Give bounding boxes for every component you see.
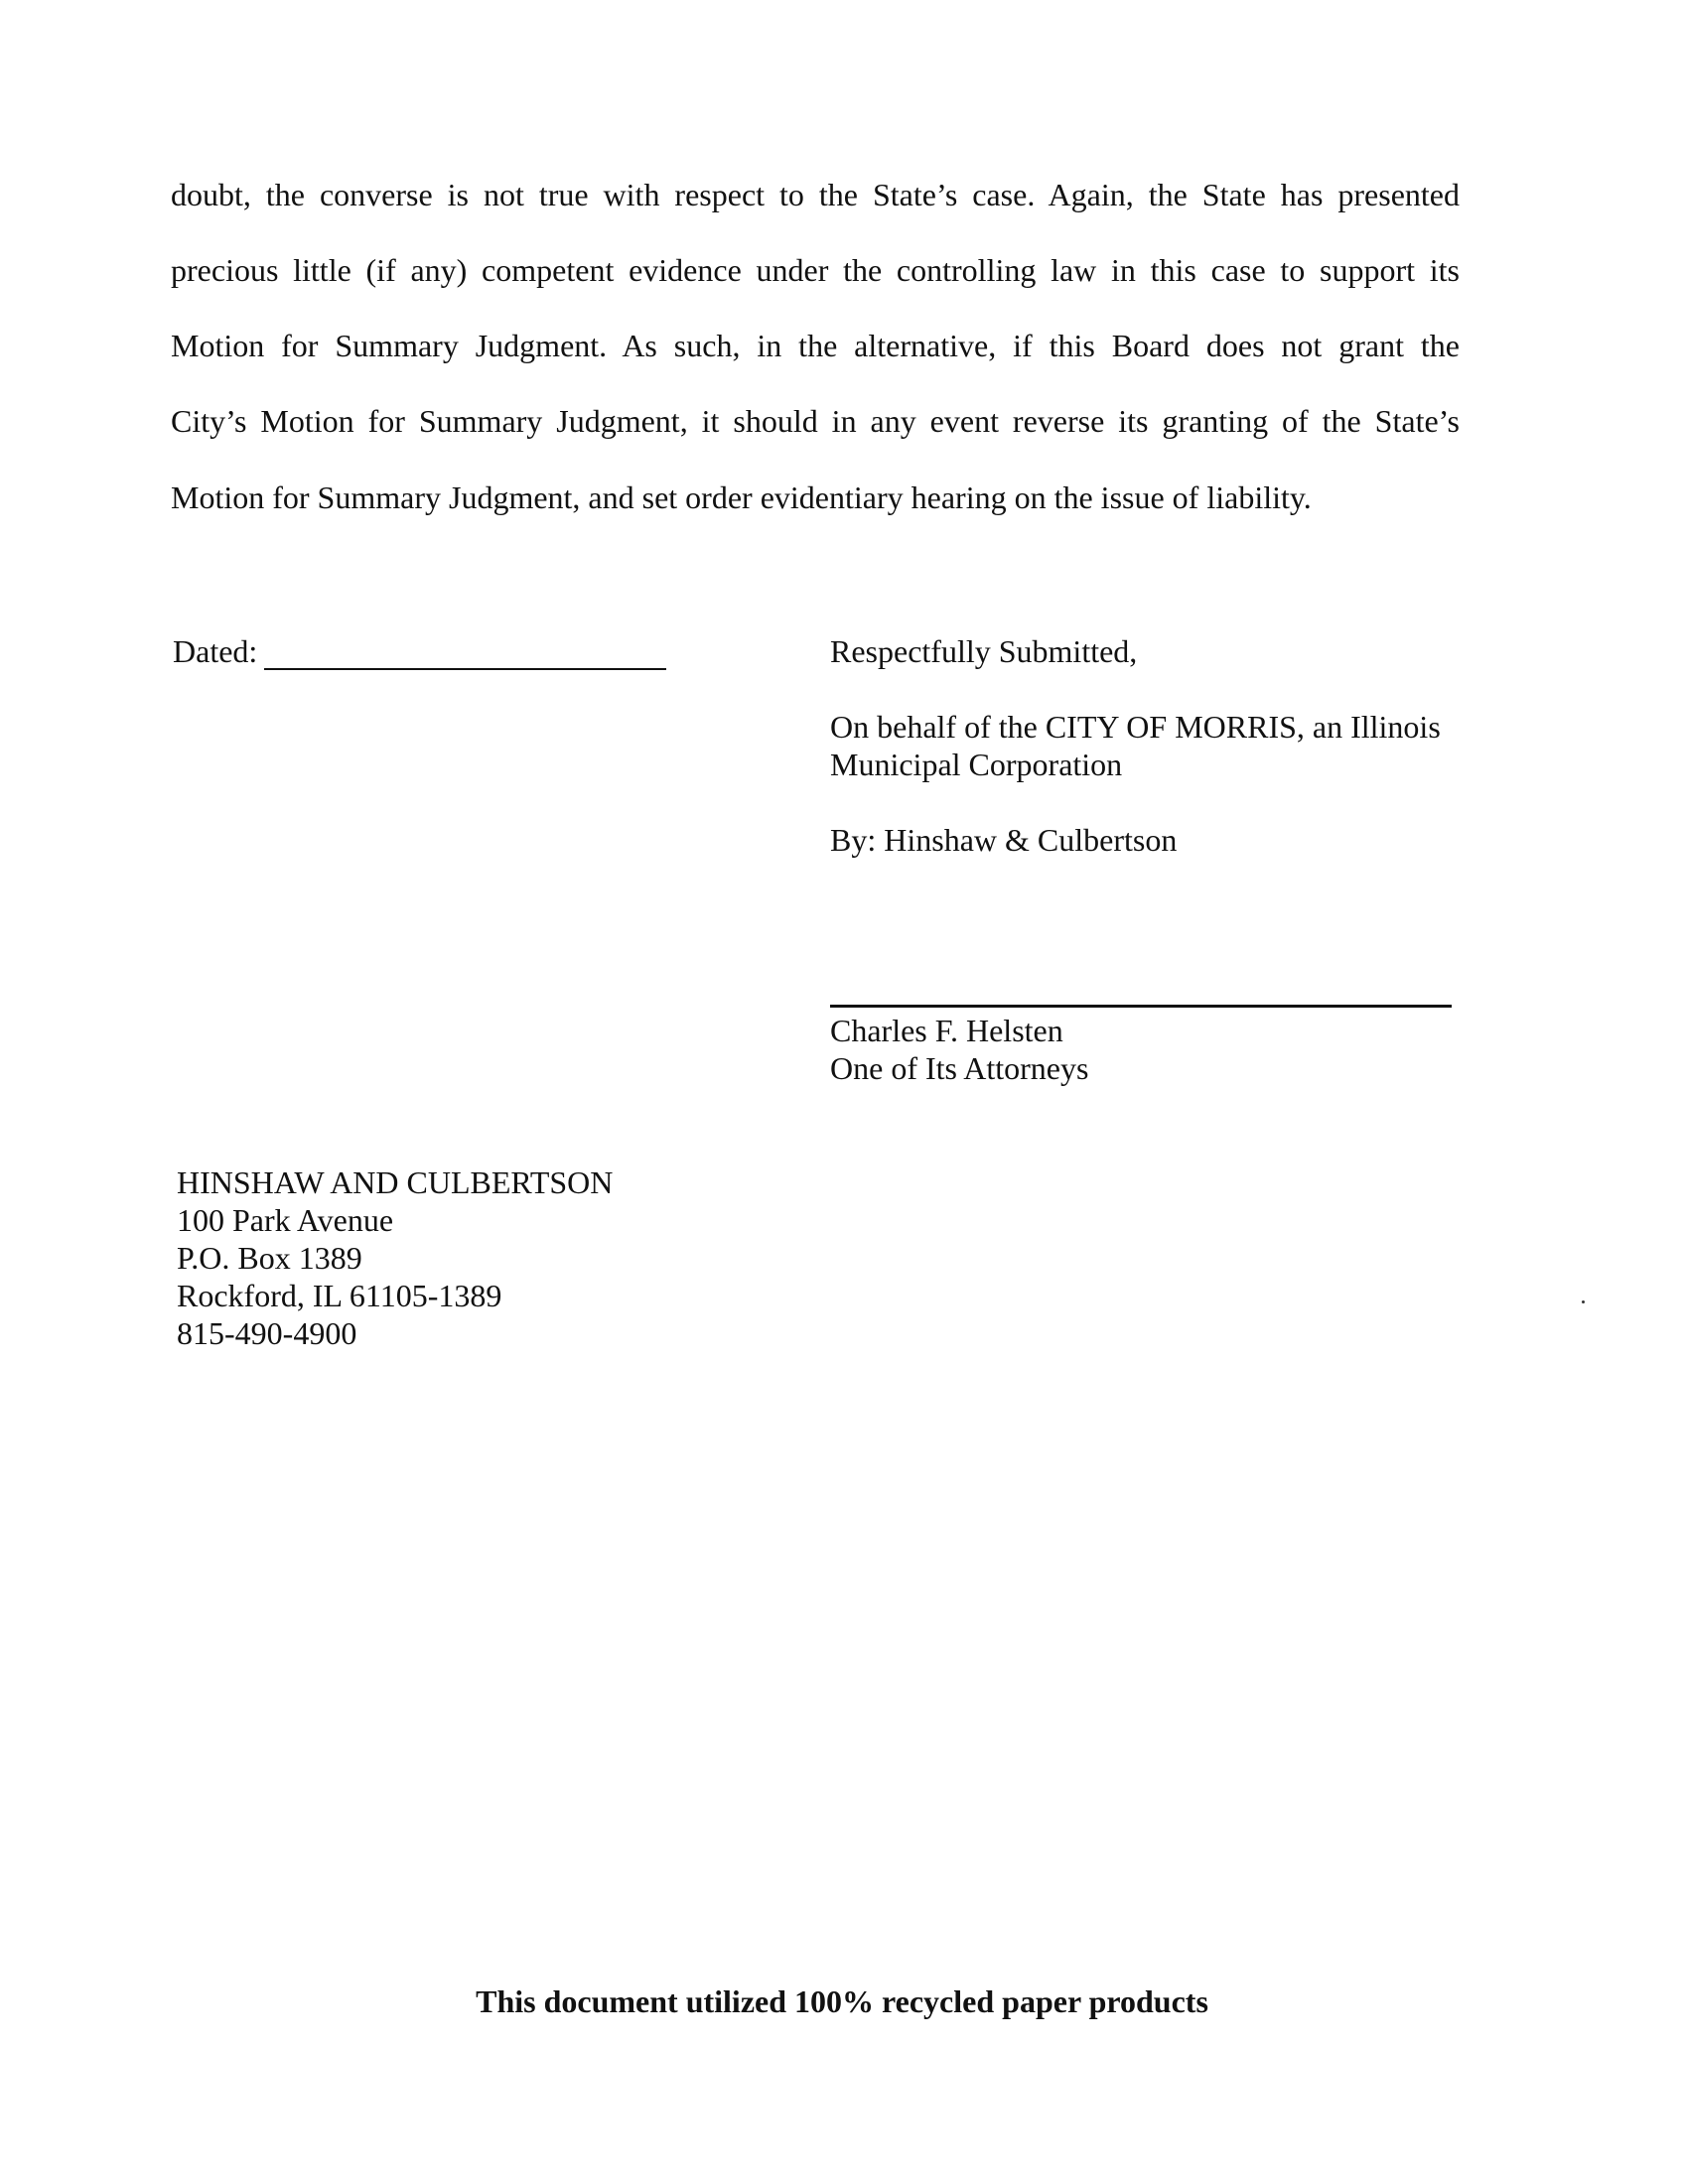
scan-speck — [1582, 1300, 1585, 1303]
paragraph-line: doubt, the converse is not true with respect to the State’s case. Again, the State has presented — [171, 177, 1460, 212]
paragraph-line: City’s Motion for Summary Judgment, it should in any event reverse its granting of the State’s — [171, 403, 1460, 439]
address-line: P.O. Box 1389 — [177, 1240, 362, 1276]
by-line: By: Hinshaw & Culbertson — [830, 822, 1178, 858]
firm-name: HINSHAW AND CULBERTSON — [177, 1164, 614, 1200]
paragraph-line: Motion for Summary Judgment. As such, in the alternative, if this Board does not grant the — [171, 328, 1460, 363]
closing-text: Respectfully Submitted, — [830, 633, 1138, 669]
address-line: 100 Park Avenue — [177, 1202, 394, 1238]
signature-line — [830, 1005, 1452, 1008]
paragraph-line: Motion for Summary Judgment, and set order evidentiary hearing on the issue of liability. — [171, 479, 1312, 515]
date-blank-line — [264, 668, 666, 670]
address-line: Rockford, IL 61105-1389 — [177, 1278, 502, 1313]
dated-label: Dated: — [173, 633, 258, 669]
behalf-line: Municipal Corporation — [830, 747, 1123, 782]
phone-number: 815-490-4900 — [177, 1315, 357, 1351]
attorney-role: One of Its Attorneys — [830, 1050, 1089, 1086]
attorney-name: Charles F. Helsten — [830, 1013, 1063, 1048]
paragraph-line: precious little (if any) competent evidence under the controlling law in this case to support its — [171, 252, 1460, 288]
behalf-line: On behalf of the CITY OF MORRIS, an Illinois — [830, 709, 1441, 745]
recycled-paper-note: This document utilized 100% recycled paper products — [476, 1983, 1208, 2019]
